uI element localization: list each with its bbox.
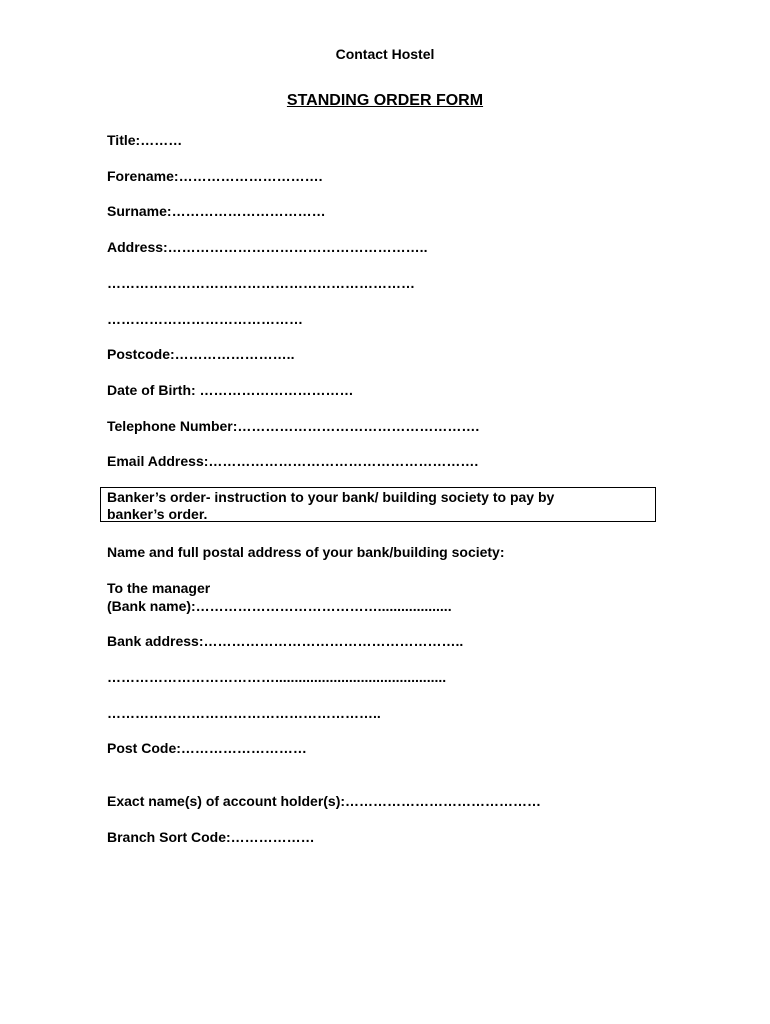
branch-sort-code-field[interactable]: Branch Sort Code:………………: [107, 829, 315, 845]
title-field[interactable]: Title:………: [107, 132, 183, 148]
surname-field[interactable]: Surname:……………………………: [107, 203, 326, 219]
address-line-3-field[interactable]: ……………………………………: [107, 311, 303, 327]
to-manager-label: To the manager: [107, 580, 211, 596]
bank-name-field[interactable]: (Bank name):…………………………………...................: [107, 598, 452, 614]
header-contact-hostel: Contact Hostel: [335, 46, 435, 62]
account-holders-field[interactable]: Exact name(s) of account holder(s):……………………………………: [107, 793, 542, 809]
address-field[interactable]: Address:………………………………………………..: [107, 239, 428, 255]
bankers-order-line-2: banker’s order.: [107, 506, 208, 522]
email-field[interactable]: Email Address:………………………………………………….: [107, 453, 479, 469]
telephone-field[interactable]: Telephone Number:…………………………………………….: [107, 418, 480, 434]
date-of-birth-field[interactable]: Date of Birth: ……………………………: [107, 382, 354, 398]
bank-address-line-3-field[interactable]: …………………………………………………..: [107, 705, 381, 721]
bank-address-line-2-field[interactable]: ………………………………............................................: [107, 669, 447, 685]
bankers-order-box: [100, 487, 656, 522]
form-title: STANDING ORDER FORM: [286, 92, 484, 109]
bankers-order-line-1: Banker’s order- instruction to your bank/ building society to pay by: [107, 489, 555, 505]
address-line-2-field[interactable]: …………………………………………………………: [107, 275, 415, 291]
postcode-field[interactable]: Postcode:……………………..: [107, 346, 295, 362]
bank-address-heading: Name and full postal address of your bank/building society:: [107, 544, 505, 560]
forename-field[interactable]: Forename:………………………….: [107, 168, 323, 184]
bank-post-code-field[interactable]: Post Code:………………………: [107, 740, 307, 756]
bank-address-field[interactable]: Bank address:………………………………………………..: [107, 633, 464, 649]
